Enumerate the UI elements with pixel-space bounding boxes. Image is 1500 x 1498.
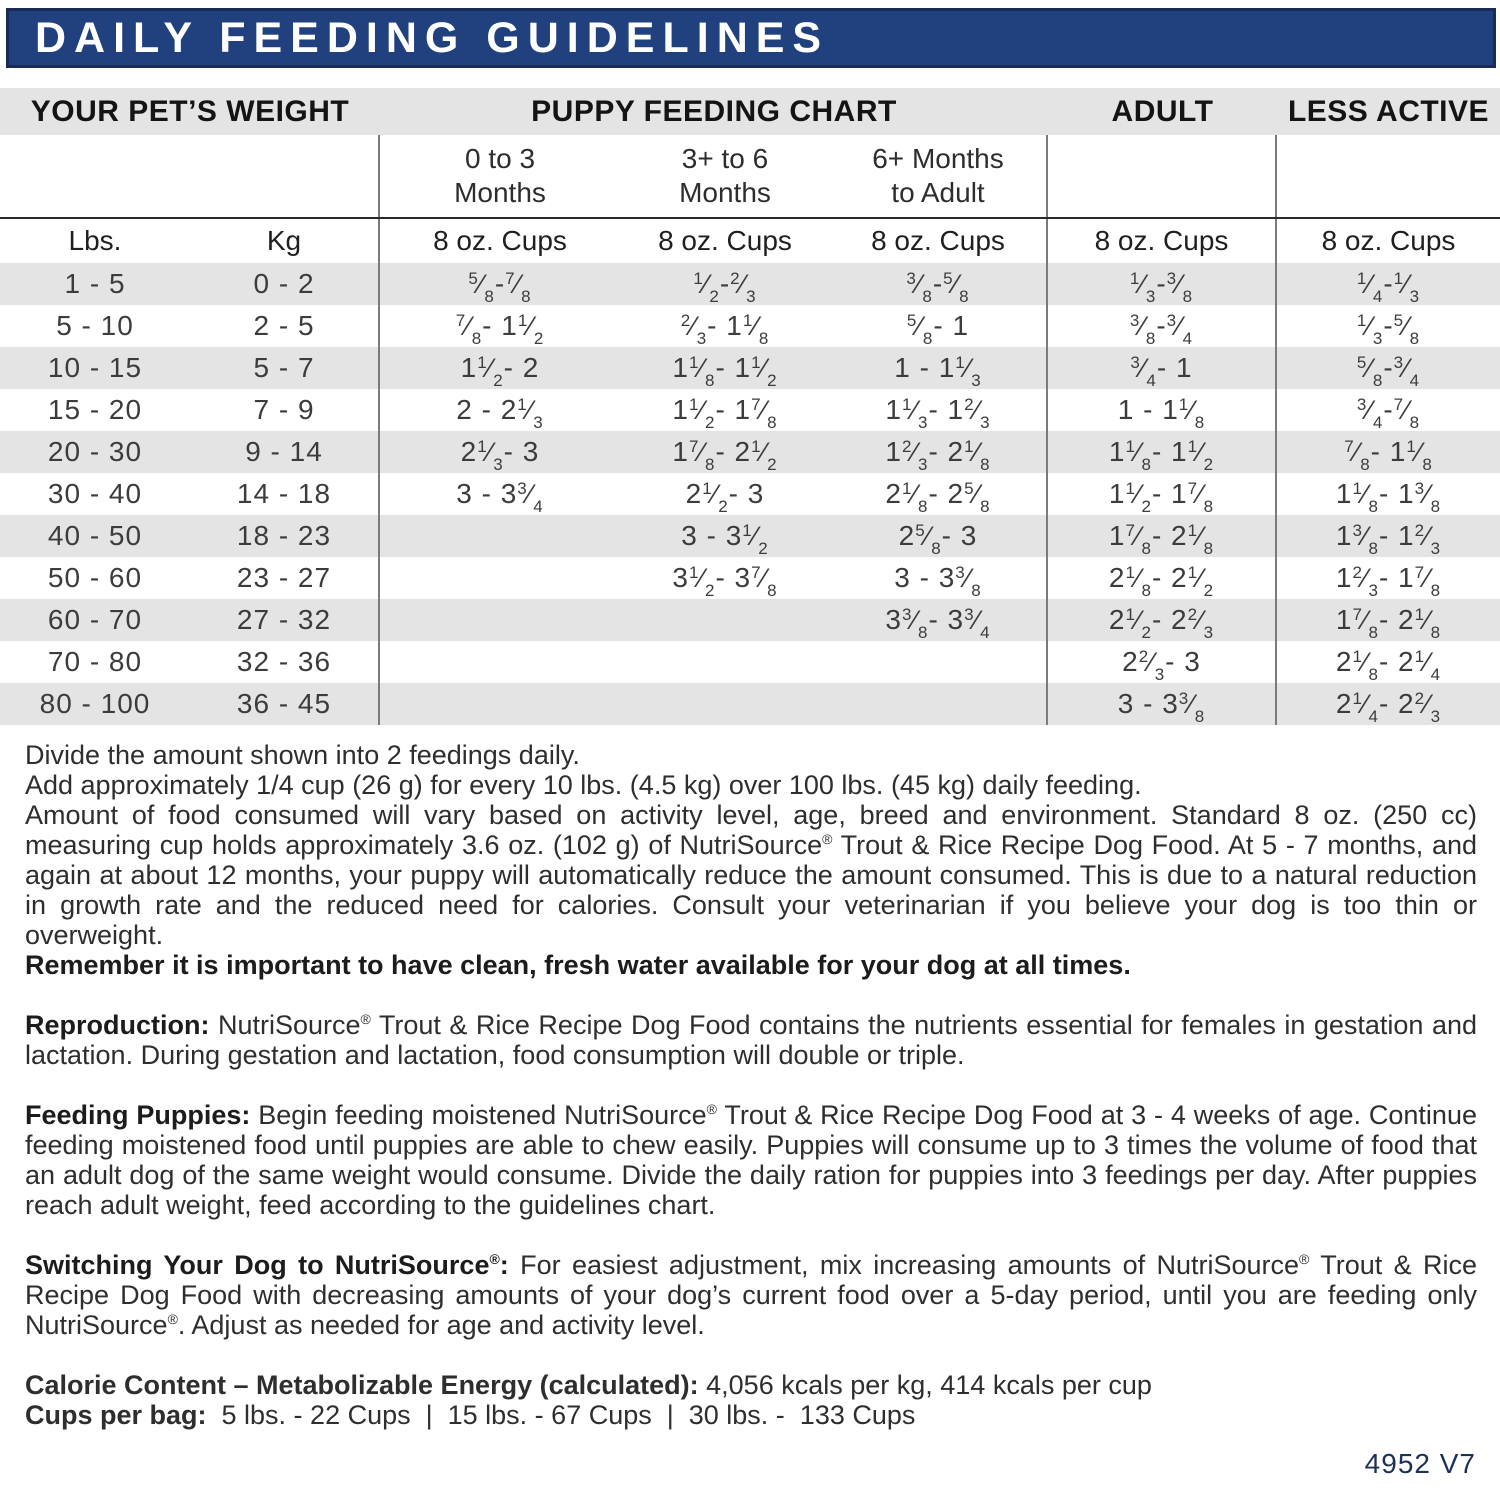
cell-adult: 1 - 1 $^1⁄_8$ [1048, 389, 1277, 431]
cell-less-active: 1 $^1⁄_8$ - 1 $^3⁄_8$ [1335, 478, 1442, 516]
unit-cups: 8 oz. Cups [658, 225, 792, 256]
cell-puppy-6-adult: 1 $^2⁄_3$ - 2 $^1⁄_8$ [830, 431, 1048, 473]
unit-cups: 8 oz. Cups [1048, 219, 1277, 263]
cell-puppy-0-3: 2 $^1⁄_3$ - 3 [460, 436, 540, 474]
cell-puppy-6-adult: 2 $^1⁄_8$ - 2 $^5⁄_8$ [830, 473, 1048, 515]
note-fresh-water: Remember it is important to have clean, fresh water available for your dog at all times. [25, 950, 1131, 980]
cell-puppy-3-6 [620, 599, 830, 641]
cell-puppy-0-3: 1 $^1⁄_2$ - 2 [460, 352, 540, 390]
cups-values: 5 lbs. - 22 Cups | 15 lbs. - 67 Cups | 30 lbs. - 133 Cups [206, 1400, 916, 1430]
cell-lbs: 50 - 60 [47, 562, 143, 593]
cell-puppy-3-6 [620, 641, 830, 683]
form-code: 4952 V7 [1364, 1448, 1476, 1479]
table-row [0, 599, 1500, 641]
cell-puppy-6-adult: 3 - 3 $^3⁄_8$ [830, 557, 1048, 599]
unit-cups: 8 oz. Cups [1321, 225, 1456, 256]
age-column-3-6-months: 3+ to 6 Months [679, 143, 771, 208]
feeding-table-body [0, 263, 1500, 725]
unit-cups: 8 oz. Cups [433, 225, 567, 256]
cell-less-active: $^1⁄_3$ - $^5⁄_8$ [1356, 310, 1421, 348]
cups-label: Cups per bag: [25, 1400, 207, 1430]
section-text: NutriSource® Trout & Rice Recipe Dog Food contains the nutrients essential for females in gestation and lactation. During gestation and lactation, food consumption will double or triple. [25, 1010, 1477, 1070]
cell-puppy-3-6: 3 - 3 $^1⁄_2$ [681, 520, 769, 558]
section-reproduction [25, 1010, 1477, 1070]
cell-adult: $^3⁄_8$ - $^3⁄_4$ [1048, 305, 1277, 347]
cell-kg: 7 - 9 [190, 389, 380, 431]
cell-less-active: $^5⁄_8$ - $^3⁄_4$ [1356, 352, 1421, 390]
cell-puppy-0-3: 3 - 3 $^3⁄_4$ [456, 478, 544, 516]
cell-kg: 0 - 2 [190, 263, 380, 305]
section-text: For easiest adjustment, mix increasing amounts of NutriSource® Trout & Rice Recipe Dog Food with decreasing amounts of your dog’s current food over a 5-day period, until you are feeding only NutriSource®. Adjust as needed for age and activity level. [25, 1250, 1478, 1340]
cell-kg: 14 - 18 [190, 473, 380, 515]
cell-less-active: $^3⁄_4$ - $^7⁄_8$ [1356, 394, 1421, 432]
cell-puppy-6-adult: 3 $^3⁄_8$ - 3 $^3⁄_4$ [830, 599, 1048, 641]
age-column-6-months-adult: 6+ Months to Adult [830, 135, 1048, 217]
table-units-row [0, 217, 1500, 263]
table-row [0, 389, 1500, 431]
note-add-quarter-cup: Add approximately 1/4 cup (26 g) for every 10 lbs. (4.5 kg) over 100 lbs. (45 kg) daily feeding. [25, 770, 1142, 800]
cell-puppy-6-adult: 1 - 1 $^1⁄_3$ [830, 347, 1048, 389]
cell-lbs: 70 - 80 [47, 646, 143, 677]
subheader-spacer [1048, 135, 1277, 217]
calorie-label: Calorie Content – Metabolizable Energy (calculated): [25, 1370, 699, 1400]
cell-lbs: 10 - 15 [47, 352, 143, 383]
cell-puppy-6-adult: 1 $^1⁄_3$ - 1 $^2⁄_3$ [830, 389, 1048, 431]
cell-less-active: 2 $^1⁄_4$ - 2 $^2⁄_3$ [1335, 688, 1442, 726]
cell-lbs: 1 - 5 [64, 268, 126, 299]
cell-puppy-0-3 [380, 641, 620, 683]
note-consumption-paragraph: Amount of food consumed will vary based on activity level, age, breed and environment. Standard 8 oz. (250 cc) measuring cup holds approximately 3.6 oz. (102 g) of NutriSource® Trout & Rice Recipe Dog Food. At 5 - 7 months, and again at about 12 months, your puppy will automatically reduce the amount consumed. This is due to a natural reduction in growth rate and the reduced need for calories. Consult your veterinarian if you believe your dog is too thin or overweight. [25, 800, 1477, 950]
table-row [0, 347, 1500, 389]
cell-adult: 3 - 3 $^3⁄_8$ [1048, 683, 1277, 725]
cell-puppy-6-adult [830, 641, 1048, 683]
cell-lbs: 40 - 50 [47, 520, 143, 551]
cell-puppy-6-adult: 2 $^5⁄_8$ - 3 [830, 515, 1048, 557]
page-title: DAILY FEEDING GUIDELINES [35, 13, 830, 62]
cell-puppy-6-adult: $^5⁄_8$ - 1 [830, 305, 1048, 347]
table-row [0, 683, 1500, 725]
calorie-content-line [25, 1370, 1477, 1400]
note-feedings: Divide the amount shown into 2 feedings daily. [25, 740, 580, 770]
cell-adult: 2 $^2⁄_3$ - 3 [1048, 641, 1277, 683]
table-row [0, 515, 1500, 557]
cell-adult: $^1⁄_3$ - $^3⁄_8$ [1048, 263, 1277, 305]
cell-puppy-6-adult: $^3⁄_8$ - $^5⁄_8$ [830, 263, 1048, 305]
cell-lbs: 60 - 70 [47, 604, 143, 635]
calorie-and-cups-block [25, 1370, 1477, 1430]
cell-puppy-3-6: 1 $^1⁄_8$ - 1 $^1⁄_2$ [672, 352, 778, 390]
section-feeding-puppies [25, 1100, 1477, 1220]
table-group-header [0, 88, 1500, 135]
table-row [0, 557, 1500, 599]
table-row [0, 641, 1500, 683]
cell-less-active: $^7⁄_8$ - 1 $^1⁄_8$ [1344, 436, 1433, 474]
title-bar [6, 8, 1496, 68]
table-row [0, 305, 1500, 347]
section-switching [25, 1250, 1477, 1340]
cell-puppy-3-6 [620, 683, 830, 725]
cups-per-bag-line [25, 1400, 1477, 1430]
cell-lbs: 15 - 20 [47, 394, 143, 425]
cell-puppy-0-3: $^7⁄_8$ - 1 $^1⁄_2$ [455, 310, 545, 348]
cell-kg: 9 - 14 [190, 431, 380, 473]
cell-adult: $^3⁄_4$ - 1 [1048, 347, 1277, 389]
header-puppy-feeding-chart: PUPPY FEEDING CHART [531, 94, 897, 128]
cell-kg: 2 - 5 [190, 305, 380, 347]
calorie-value: 4,056 kcals per kg, 414 kcals per cup [698, 1370, 1152, 1400]
section-text: Begin feeding moistened NutriSource® Trout & Rice Recipe Dog Food at 3 - 4 weeks of age. Continue feeding moistened food until puppies are able to chew easily. Puppies will consume up to 3 times the volume of food that an adult dog of the same weight would consume. Divide the daily ration for puppies into 3 feedings per day. After puppies reach adult weight, feed according to the guidelines chart. [25, 1100, 1477, 1220]
cell-less-active: 1 $^3⁄_8$ - 1 $^2⁄_3$ [1335, 520, 1442, 558]
cell-puppy-0-3: $^5⁄_8$ - $^7⁄_8$ [468, 268, 532, 306]
cell-kg: 27 - 32 [190, 599, 380, 641]
cell-lbs: 30 - 40 [47, 478, 143, 509]
cell-adult: 1 $^7⁄_8$ - 2 $^1⁄_8$ [1048, 515, 1277, 557]
cell-less-active: $^1⁄_4$ - $^1⁄_3$ [1356, 268, 1421, 306]
cell-puppy-0-3 [380, 599, 620, 641]
cell-puppy-3-6: 3 $^1⁄_2$ - 3 $^7⁄_8$ [672, 562, 778, 600]
subheader-spacer [0, 135, 190, 217]
section-label: Reproduction: [25, 1010, 210, 1040]
cell-kg: 5 - 7 [190, 347, 380, 389]
cell-puppy-3-6: $^1⁄_2$ - $^2⁄_3$ [693, 268, 757, 306]
cell-puppy-0-3 [380, 683, 620, 725]
unit-lbs: Lbs. [68, 225, 122, 256]
cell-lbs: 5 - 10 [56, 310, 134, 341]
cell-puppy-0-3: 2 - 2 $^1⁄_3$ [456, 394, 544, 432]
cell-puppy-0-3 [380, 515, 620, 557]
table-age-subheader [0, 135, 1500, 217]
cell-puppy-6-adult [830, 683, 1048, 725]
cell-less-active: 1 $^7⁄_8$ - 2 $^1⁄_8$ [1335, 604, 1442, 642]
cell-adult: 1 $^1⁄_8$ - 1 $^1⁄_2$ [1048, 431, 1277, 473]
unit-cups: 8 oz. Cups [830, 219, 1048, 263]
cell-adult: 1 $^1⁄_2$ - 1 $^7⁄_8$ [1048, 473, 1277, 515]
cell-puppy-3-6: 1 $^7⁄_8$ - 2 $^1⁄_2$ [672, 436, 778, 474]
cell-kg: 18 - 23 [190, 515, 380, 557]
section-label: Switching Your Dog to NutriSource®: [25, 1250, 509, 1280]
cell-kg: 32 - 36 [190, 641, 380, 683]
table-row [0, 263, 1500, 305]
cell-puppy-0-3 [380, 557, 620, 599]
section-label: Feeding Puppies: [25, 1100, 251, 1130]
cell-lbs: 20 - 30 [47, 436, 143, 467]
cell-less-active: 2 $^1⁄_8$ - 2 $^1⁄_4$ [1335, 646, 1442, 684]
cell-kg: 36 - 45 [190, 683, 380, 725]
feeding-table [0, 88, 1500, 725]
header-less-active: LESS ACTIVE [1287, 94, 1490, 128]
notes-and-instructions [25, 740, 1477, 1430]
cell-adult: 2 $^1⁄_2$ - 2 $^2⁄_3$ [1048, 599, 1277, 641]
cell-puppy-3-6: 2 $^1⁄_2$ - 3 [685, 478, 765, 516]
cell-lbs: 80 - 100 [39, 688, 151, 719]
age-column-0-3-months: 0 to 3 Months [454, 143, 546, 208]
cell-puppy-3-6: $^2⁄_3$ - 1 $^1⁄_8$ [680, 310, 770, 348]
cell-kg: 23 - 27 [190, 557, 380, 599]
subheader-spacer [190, 135, 380, 217]
cell-puppy-3-6: 1 $^1⁄_2$ - 1 $^7⁄_8$ [672, 394, 778, 432]
header-adult: ADULT [1111, 94, 1214, 128]
cell-less-active: 1 $^2⁄_3$ - 1 $^7⁄_8$ [1335, 562, 1442, 600]
table-row [0, 431, 1500, 473]
table-row [0, 473, 1500, 515]
header-your-pets-weight: YOUR PET’S WEIGHT [30, 94, 350, 128]
cell-adult: 2 $^1⁄_8$ - 2 $^1⁄_2$ [1048, 557, 1277, 599]
subheader-spacer [1277, 135, 1500, 217]
unit-kg: Kg [190, 219, 380, 263]
